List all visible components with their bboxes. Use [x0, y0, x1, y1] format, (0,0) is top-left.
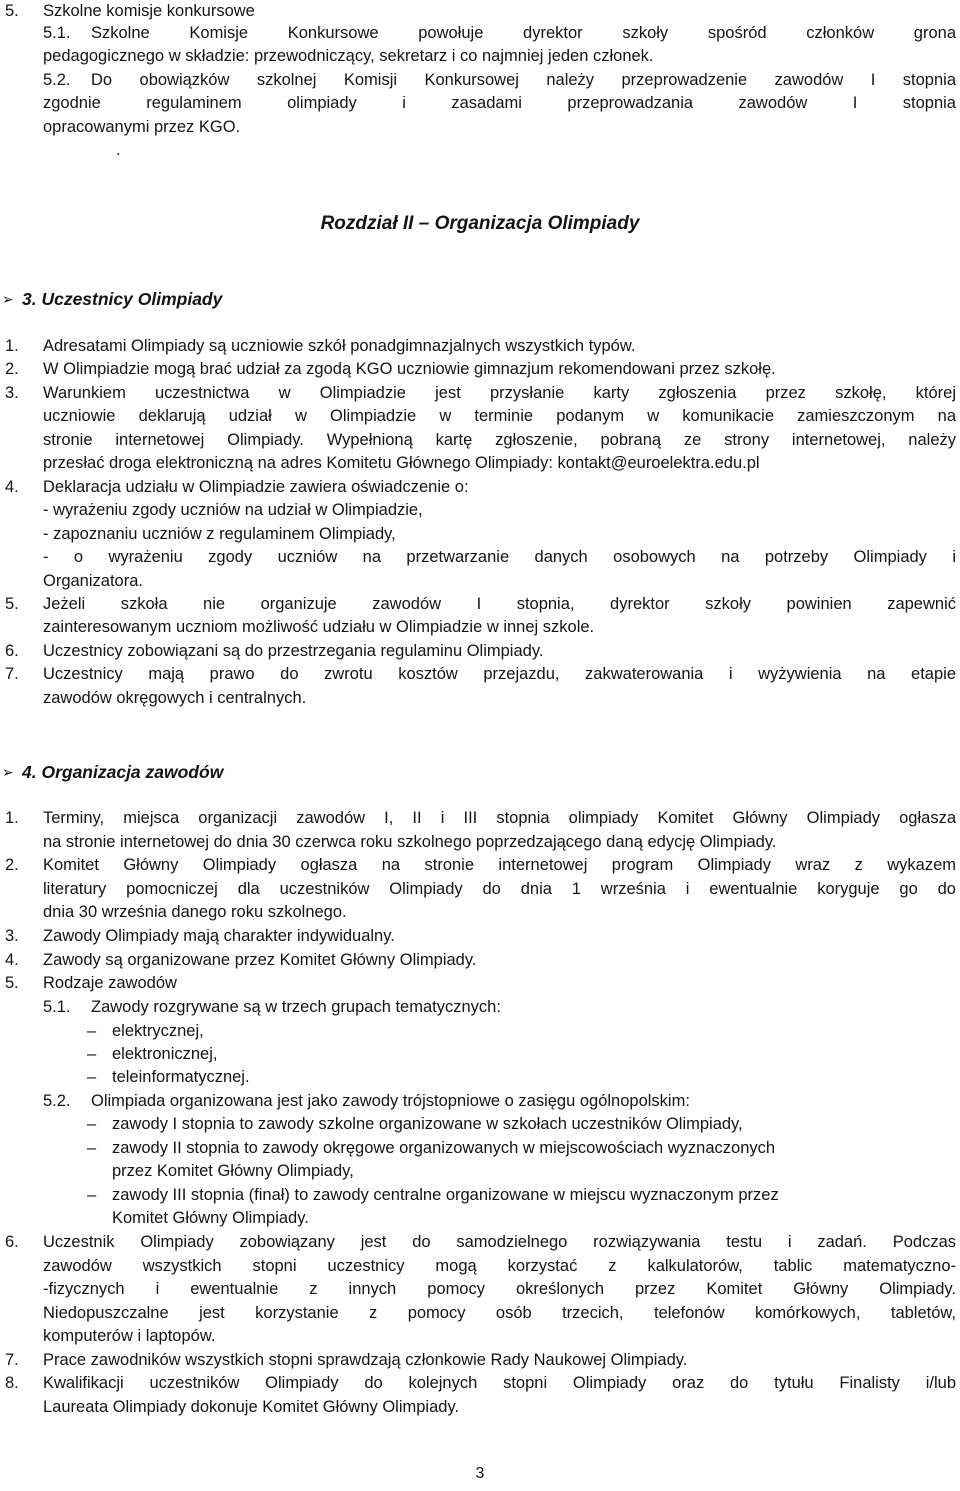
section-3-heading: [2, 287, 222, 311]
item-text: zawodów okręgowych i centralnych.: [43, 688, 307, 707]
subitem-text: Zawody rozgrywane są w trzech grupach tematycznych:: [91, 998, 501, 1016]
item-number: 4.: [5, 950, 19, 969]
item-text: literatury pomocniczej dla uczestników Olimpiady do dnia 1 września i ewentualnie koryguje go do: [43, 879, 956, 898]
dash-text: elektronicznej,: [112, 1045, 218, 1063]
subitem-text: Olimpiada organizowana jest jako zawody trójstopniowe o zasięgu ogólnopolskim:: [91, 1092, 690, 1110]
arrow-bullet-icon: ➢: [2, 291, 14, 307]
dash-bullet: –: [87, 1186, 97, 1204]
item-text: Deklaracja udziału w Olimpiadzie zawiera oświadczenie o:: [43, 477, 469, 496]
subitem-number: 5.1.: [43, 998, 71, 1016]
item-text: Terminy, miejsca organizacji zawodów I, II i III stopnia olimpiady Komitet Główny Olimpiady ogłasza: [43, 809, 956, 827]
item-text: Organizatora.: [43, 571, 143, 590]
item-text: stronie internetowej Olimpiady. Wypełnioną kartę zgłoszenie, pobraną ze strony internetowej, należy: [43, 430, 956, 449]
stray-dot: .: [116, 141, 121, 159]
item-text: Uczestnicy mają prawo do zwrotu kosztów przejazdu, zakwaterowania i wyżywienia na etapie: [43, 665, 956, 684]
item-text: komputerów i laptopów.: [43, 1327, 216, 1345]
item-text: Uczestnicy zobowiązani są do przestrzegania regulaminu Olimpiady.: [43, 641, 544, 660]
section-4-heading: [2, 760, 223, 784]
item-text: Kwalifikacji uczestników Olimpiady do kolejnych stopni Olimpiady oraz do tytułu Finalisty i/lub: [43, 1374, 956, 1392]
section-title: Szkolne komisje konkursowe: [43, 2, 255, 20]
item-number: 2.: [5, 360, 19, 379]
page-number: 3: [475, 1465, 485, 1482]
item-text: opracowanymi przez KGO.: [43, 118, 241, 136]
item-number: 8.: [5, 1374, 19, 1392]
item-number: 5.: [5, 594, 19, 613]
dash-text: przez Komitet Główny Olimpiady,: [112, 1162, 354, 1180]
item-text: zgodnie regulaminem olimpiady i zasadami przeprowadzania zawodów I stopnia: [43, 94, 956, 112]
item-number: 1.: [5, 809, 19, 827]
item-text: dnia 30 września danego roku szkolnego.: [43, 903, 347, 922]
section-number: 5.: [5, 2, 19, 20]
chapter-title: Rozdział II – Organizacja Olimpiady: [320, 213, 640, 234]
item-text: Jeżeli szkoła nie organizuje zawodów I stopnia, dyrektor szkoły powinien zapewnić: [43, 594, 956, 613]
item-text: Uczestnik Olimpiady zobowiązany jest do samodzielnego rozwiązywania testu i zadań. Podczas: [43, 1233, 956, 1251]
arrow-bullet-icon: ➢: [2, 764, 14, 780]
item-text: - wyrażeniu zgody uczniów na udział w Olimpiadzie,: [43, 501, 423, 520]
item-text: Do obowiązków szkolnej Komisji Konkursowej należy przeprowadzenie zawodów I stopnia: [91, 71, 956, 89]
item-text: Warunkiem uczestnictwa w Olimpiadzie jest przysłanie karty zgłoszenia przez szkołę, której: [43, 383, 956, 402]
item-number: 5.1.: [43, 24, 71, 42]
dash-text: Komitet Główny Olimpiady.: [112, 1209, 309, 1227]
item-text: Niedopuszczalne jest korzystanie z pomocy osób trzecich, telefonów komórkowych, tabletów,: [43, 1303, 956, 1322]
item-number: 7.: [5, 665, 19, 684]
item-text: pedagogicznego w składzie: przewodniczący, sekretarz i co najmniej jeden członek.: [43, 47, 654, 65]
dash-bullet: –: [87, 1068, 97, 1086]
dash-text: zawody II stopnia to zawody okręgowe organizowanych w miejscowościach wyznaczonych: [112, 1139, 776, 1157]
item-text: Komitet Główny Olimpiady ogłasza na stronie internetowej program Olimpiady wraz z wykazem: [43, 856, 956, 875]
item-text: Zawody są organizowane przez Komitet Główny Olimpiady.: [43, 950, 477, 969]
item-number: 1.: [5, 337, 19, 355]
item-number: 4.: [5, 477, 19, 496]
item-text: przesłać droga elektroniczną na adres Komitetu Głównego Olimpiady: kontakt@euroelektra.edu.pl: [43, 454, 760, 473]
item-number: 5.2.: [43, 71, 71, 89]
item-text: Prace zawodników wszystkich stopni sprawdzają członkowie Rady Naukowej Olimpiady.: [43, 1350, 688, 1369]
item-text: Laureata Olimpiady dokonuje Komitet Główny Olimpiady.: [43, 1397, 460, 1416]
item-text: Zawody Olimpiady mają charakter indywidualny.: [43, 927, 395, 945]
item-text: zawodów wszystkich stopni uczestnicy mogą korzystać z kalkulatorów, tablic matematyczno-: [43, 1256, 956, 1275]
dash-text: elektrycznej,: [112, 1022, 204, 1040]
dash-bullet: –: [87, 1115, 97, 1133]
item-number: 6.: [5, 641, 19, 660]
item-text: - zapoznaniu uczniów z regulaminem Olimpiady,: [43, 524, 396, 543]
item-number: 3.: [5, 927, 19, 945]
dash-bullet: –: [87, 1139, 97, 1157]
dash-bullet: –: [87, 1022, 97, 1040]
item-text: na stronie internetowej do dnia 30 czerwca roku szkolnego poprzedzającego daną edycję Olimpiady.: [43, 832, 777, 851]
section-title: 4. Organizacja zawodów: [22, 762, 224, 782]
item-text: Szkolne Komisje Konkursowe powołuje dyrektor szkoły spośród członków grona: [91, 24, 956, 42]
dash-text: teleinformatycznej.: [112, 1068, 250, 1086]
item-text: W Olimpiadzie mogą brać udział za zgodą KGO uczniowie gimnazjum rekomendowani przez szkołę.: [43, 360, 776, 379]
item-number: 5.: [5, 974, 19, 993]
item-text: uczniowie deklarują udział w Olimpiadzie w terminie podanym w komunikacie zamieszczonym na: [43, 407, 956, 426]
item-number: 2.: [5, 856, 19, 875]
item-text: - o wyrażeniu zgody uczniów na przetwarzanie danych osobowych na potrzeby Olimpiady i: [43, 548, 956, 567]
dash-text: zawody III stopnia (finał) to zawody centralne organizowane w miejscu wyznaczonym przez: [112, 1186, 779, 1204]
dash-bullet: –: [87, 1045, 97, 1063]
section-title: 3. Uczestnicy Olimpiady: [22, 289, 223, 309]
subitem-number: 5.2.: [43, 1092, 71, 1110]
item-number: 7.: [5, 1350, 19, 1369]
item-text: Adresatami Olimpiady są uczniowie szkół ponadgimnazjalnych wszystkich typów.: [43, 337, 636, 355]
item-number: 6.: [5, 1233, 19, 1251]
item-text: zainteresowanym uczniom możliwość udziału w Olimpiadzie w innej szkole.: [43, 618, 595, 637]
item-number: 3.: [5, 383, 19, 402]
item-text: -fizycznych i ewentualnie z innych pomocy określonych przez Komitet Główny Olimpiady.: [43, 1280, 956, 1298]
item-text: Rodzaje zawodów: [43, 974, 177, 993]
dash-text: zawody I stopnia to zawody szkolne organizowane w szkołach uczestników Olimpiady,: [112, 1115, 743, 1133]
